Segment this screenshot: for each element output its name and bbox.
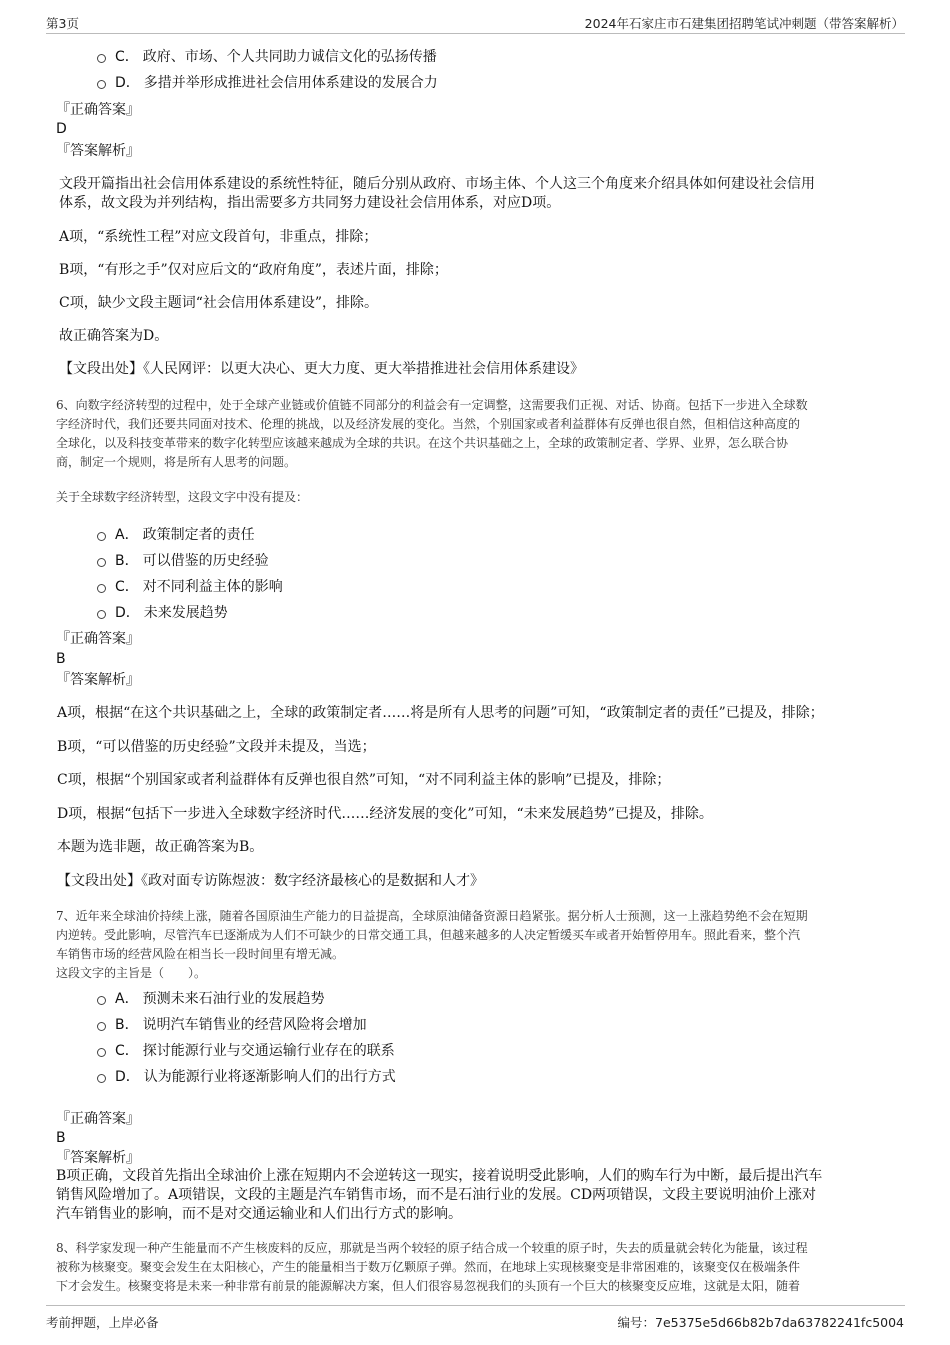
radio-icon[interactable] xyxy=(97,532,106,541)
radio-icon[interactable] xyxy=(97,558,106,567)
footer-slogan: 考前押题，上岸必备 xyxy=(46,1315,159,1330)
q7-question: 这段文字的主旨是（ ）。 xyxy=(56,966,207,980)
q5-source: 【文段出处】《人民网评：以更大决心、更大力度、更大举措推进社会信用体系建设》 xyxy=(59,361,584,377)
page-number: 第3页 xyxy=(46,16,79,31)
q5-analysis-option-a: A项，“系统性工程”对应文段首句，非重点，排除； xyxy=(59,229,378,245)
radio-icon[interactable] xyxy=(97,1022,106,1031)
q5-analysis-option-c: C项，缺少文段主题词“社会信用体系建设”，排除。 xyxy=(59,295,379,311)
header-rule xyxy=(46,33,905,34)
q6-analysis-option-d: D项，根据“包括下一步进入全球数字经济时代……经济发展的变化”可知，“未来发展趋势”已提及，排除。 xyxy=(57,806,713,822)
q6-stem-line: 6、向数字经济转型的过程中，处于全球产业链或价值链不同部分的利益会有一定调整，这需要我们正视、对话、协商。包括下一步进入全球数 xyxy=(56,398,808,412)
radio-icon[interactable] xyxy=(97,80,106,89)
q5-option-c[interactable]: C． 政府、市场、个人共同助力诚信文化的弘扬传播 xyxy=(97,46,437,66)
q6-option-b[interactable]: B． 可以借鉴的历史经验 xyxy=(97,550,269,570)
q7-option-a[interactable]: A． 预测未来石油行业的发展趋势 xyxy=(97,988,325,1008)
q8-stem-line: 被称为核聚变。聚变会发生在太阳核心，产生的能量相当于数万亿颗原子弹。然而，在地球上实现核聚变是非常困难的，该聚变仅在极端条件 xyxy=(56,1260,801,1274)
radio-icon[interactable] xyxy=(97,1074,106,1083)
q6-option-d[interactable]: D． 未来发展趋势 xyxy=(97,602,228,622)
q7-analysis-line: B项正确，文段首先指出全球油价上涨在短期内不会逆转这一现实，接着说明受此影响，人们的购车行为中断，最后提出汽车 xyxy=(56,1168,823,1184)
q8-stem-line: 8、科学家发现一种产生能量而不产生核废料的反应，那就是当两个较轻的原子结合成一个较重的原子时，失去的质量就会转化为能量，该过程 xyxy=(56,1241,808,1255)
q7-option-d[interactable]: D． 认为能源行业将逐渐影响人们的出行方式 xyxy=(97,1066,396,1086)
radio-icon[interactable] xyxy=(97,996,106,1005)
q6-answer-heading: 『正确答案』 xyxy=(56,631,140,647)
footer-document-code: 编号：7e5375e5d66b82b7da63782241fc5004 xyxy=(617,1315,904,1330)
q7-stem-line: 7、近年来全球油价持续上涨，随着各国原油生产能力的日益提高，全球原油储备资源日趋紧张。据分析人士预测，这一上涨趋势绝不会在短期 xyxy=(56,909,808,923)
q6-option-a[interactable]: A． 政策制定者的责任 xyxy=(97,524,255,544)
q8-stem-line: 下才会发生。核聚变将是未来一种非常有前景的能源解决方案，但人们很容易忽视我们的头顶有一个巨大的核聚变反应堆，这就是太阳，随着 xyxy=(56,1279,801,1293)
q5-analysis-line: 文段开篇指出社会信用体系建设的系统性特征，随后分别从政府、市场主体、个人这三个角度来介绍具体如何建设社会信用 xyxy=(59,176,815,192)
q5-option-d[interactable]: D． 多措并举形成推进社会信用体系建设的发展合力 xyxy=(97,72,438,92)
q6-analysis-heading: 『答案解析』 xyxy=(56,672,140,688)
q5-analysis-conclusion: 故正确答案为D。 xyxy=(59,328,169,344)
radio-icon[interactable] xyxy=(97,1048,106,1057)
q5-analysis-option-b: B项，“有形之手”仅对应后文的“政府角度”，表述片面，排除； xyxy=(59,262,448,278)
q7-analysis-line: 销售风险增加了。A项错误，文段的主题是汽车销售市场，而不是石油行业的发展。CD两项错误，文段主要说明油价上涨对 xyxy=(56,1187,817,1203)
document-title: 2024年石家庄市石建集团招聘笔试冲刺题（带答案解析） xyxy=(584,16,904,31)
q6-stem-line: 全球化，以及科技变革带来的数字化转型应该越来越成为全球的共识。在这个共识基础之上，全球的政策制定者、学界、业界，怎么联合协 xyxy=(56,436,789,450)
q6-option-c[interactable]: C． 对不同利益主体的影响 xyxy=(97,576,283,596)
radio-icon[interactable] xyxy=(97,584,106,593)
q7-stem-line: 内逆转。受此影响，尽管汽车已逐渐成为人们不可缺少的日常交通工具，但越来越多的人决定暂缓买车或者开始暂停用车。照此看来，整个汽 xyxy=(56,928,801,942)
radio-icon[interactable] xyxy=(97,610,106,619)
q7-option-c[interactable]: C． 探讨能源行业与交通运输行业存在的联系 xyxy=(97,1040,395,1060)
q6-analysis-conclusion: 本题为选非题，故正确答案为B。 xyxy=(57,839,264,855)
q5-analysis-heading: 『答案解析』 xyxy=(56,143,140,159)
q6-analysis-option-c: C项，根据“个别国家或者利益群体有反弹也很自然”可知，“对不同利益主体的影响”已提及，排除； xyxy=(57,772,671,788)
q6-analysis-option-b: B项，“可以借鉴的历史经验”文段并未提及，当选； xyxy=(57,739,376,755)
q6-stem-line: 字经济时代，我们还要共同面对技术、伦理的挑战，以及经济发展的变化。当然，个别国家或者利益群体有反弹也很自然，但相信这种高度的 xyxy=(56,417,801,431)
q7-answer-heading: 『正确答案』 xyxy=(56,1111,140,1127)
q6-analysis-option-a: A项，根据“在这个共识基础之上，全球的政策制定者……将是所有人思考的问题”可知，“政策制定者的责任”已提及，排除； xyxy=(57,705,824,721)
q7-option-b[interactable]: B． 说明汽车销售业的经营风险将会增加 xyxy=(97,1014,367,1034)
q6-answer: B xyxy=(56,651,66,667)
radio-icon[interactable] xyxy=(97,54,106,63)
q7-answer: B xyxy=(56,1130,66,1146)
q5-analysis-line: 体系，故文段为并列结构，指出需要多方共同努力建设社会信用体系，对应D项。 xyxy=(59,195,561,211)
q5-answer: D xyxy=(56,121,67,137)
q7-stem-line: 车销售市场的经营风险在相当长一段时间里有增无减。 xyxy=(56,947,345,961)
q6-source: 【文段出处】《政对面专访陈煜波：数字经济最核心的是数据和人才》 xyxy=(57,873,484,889)
q7-analysis-line: 汽车销售业的影响，而不是对交通运输业和人们出行方式的影响。 xyxy=(56,1206,462,1222)
q7-analysis-heading: 『答案解析』 xyxy=(56,1150,140,1166)
q5-answer-heading: 『正确答案』 xyxy=(56,102,140,118)
q6-question: 关于全球数字经济转型，这段文字中没有提及： xyxy=(56,490,309,504)
q6-stem-line: 商，制定一个规则，将是所有人思考的问题。 xyxy=(56,455,297,469)
footer-rule xyxy=(46,1305,905,1306)
